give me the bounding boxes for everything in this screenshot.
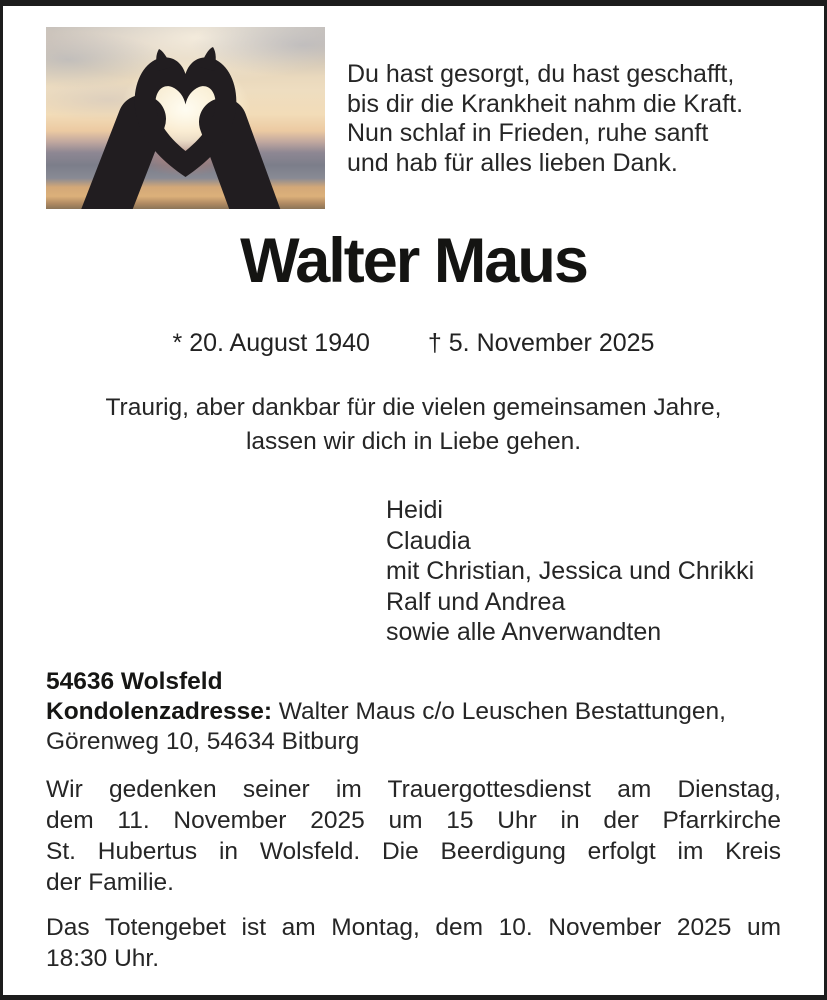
birth-date: * 20. August 1940 (172, 329, 370, 357)
prayer-line: 18:30 Uhr. (46, 945, 160, 972)
poem-line: Du hast gesorgt, du hast geschafft, (347, 60, 735, 88)
service-info (46, 774, 781, 898)
address-line (46, 697, 781, 727)
farewell-text (3, 391, 824, 459)
address-city: 54636 Wolsfeld (46, 668, 223, 695)
death-date: † 5. November 2025 (427, 329, 655, 357)
poem-line: und hab für alles lieben Dank. (347, 148, 678, 177)
mourner-line: sowie alle Anverwandten (386, 618, 662, 646)
mourner-line: Heidi (386, 496, 443, 524)
poem-line: Nun schlaf in Frieden, ruhe sanft (347, 119, 709, 147)
mourner-line: Claudia (386, 526, 471, 555)
address-value: Walter Maus c/o Leuschen Bestattungen, (272, 698, 726, 725)
life-dates (3, 329, 824, 358)
prayer-line: Das Totengebet ist am Montag, dem 10. November 2025 um (46, 914, 781, 941)
prayer-info (46, 912, 781, 974)
farewell-line: Traurig, aber dankbar für die vielen gemeinsamen Jahre, (105, 394, 722, 421)
service-line: St. Hubertus in Wolsfeld. Die Beerdigung erfolgt im Kreis (46, 838, 781, 865)
mourner-line: mit Christian, Jessica und Chrikki (386, 557, 755, 585)
condolence-address (46, 667, 781, 757)
service-line: Wir gedenken seiner im Trauergottesdienst am Dienstag, (46, 776, 781, 803)
hands-heart-silhouette-icon (46, 27, 325, 209)
poem-line: bis dir die Krankheit nahm die Kraft. (347, 89, 744, 118)
mourner-line: Ralf und Andrea (386, 587, 566, 616)
address-label: Kondolenzadresse: (46, 698, 272, 725)
memorial-poem (347, 60, 743, 178)
address-line: Görenweg 10, 54634 Bitburg (46, 728, 360, 755)
farewell-line: lassen wir dich in Liebe gehen. (245, 428, 582, 455)
mourners-list (386, 495, 754, 648)
memorial-photo (46, 27, 325, 209)
deceased-name: Walter Maus (240, 226, 587, 296)
service-line: dem 11. November 2025 um 15 Uhr in der Pfarrkirche (46, 807, 781, 834)
service-line: der Familie. (46, 869, 174, 896)
